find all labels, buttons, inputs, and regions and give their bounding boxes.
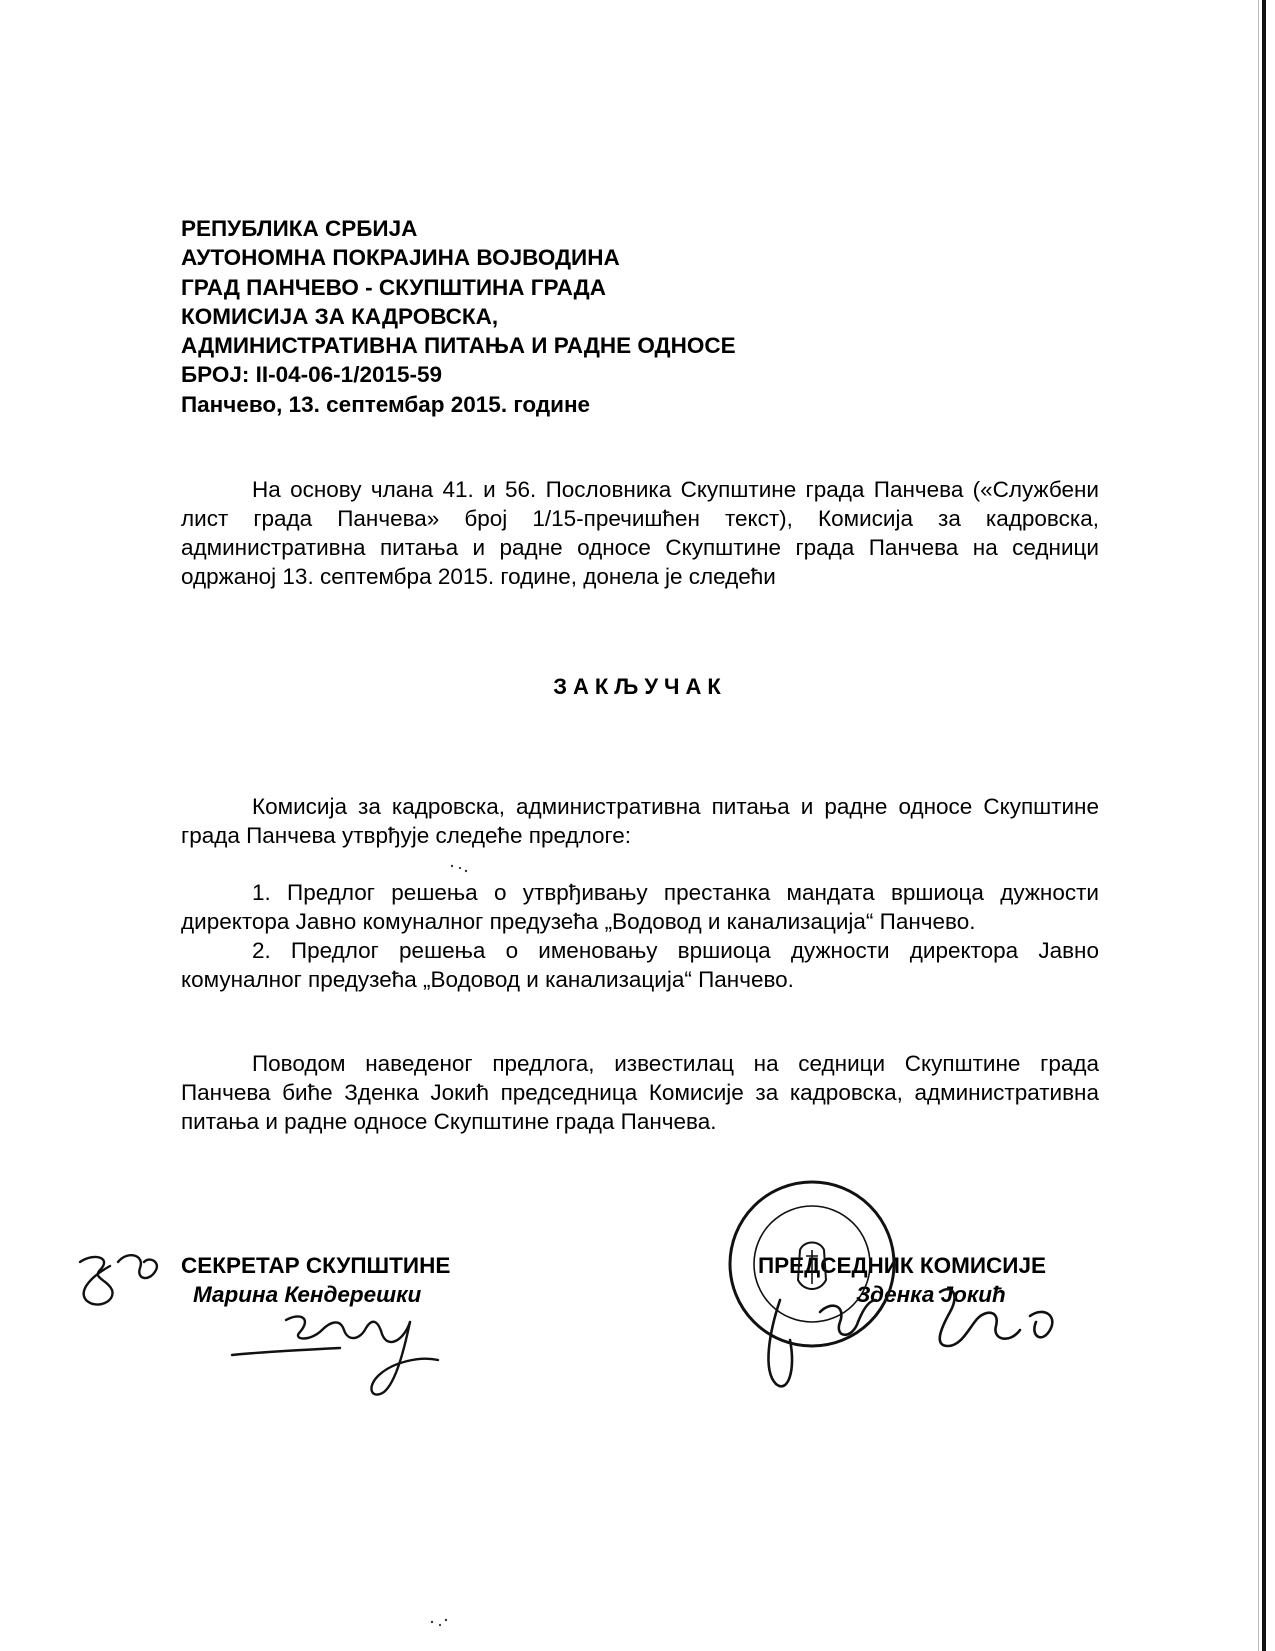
secretary-signature [232, 1316, 438, 1394]
header-line-republic: РЕПУБЛИКА СРБИЈА [181, 216, 418, 241]
closing-paragraph: Поводом наведеног предлога, известилац на седници Скупштине града Панчева биће Зденка Јокић председница Комисије за кадровска, административна питања и радне односе Скупштине града Панчева. [181, 1051, 1099, 1134]
scan-edge [1262, 0, 1266, 1651]
secretary-role: СЕКРЕТАР СКУПШТИНЕ [181, 1253, 451, 1278]
header-line-date: Панчево, 13. септембар 2015. године [181, 391, 591, 417]
scan-specks [431, 865, 467, 1626]
secretary-name: Марина Кендерешки [193, 1282, 422, 1307]
preamble-paragraph: На основу члана 41. и 56. Пословника Скупштине града Панчева («Службени лист града Панчева» број 1/15-пречишћен текст), Комисија за кадровска, административна питања и радне односе Скупштине града Панчева на седници одржаној 13. септембра 2015. године, донела је следећи [181, 477, 1099, 589]
header-line-province: АУТОНОМНА ПОКРАЈИНА ВОЈВОДИНА [181, 245, 620, 271]
list-item: 1. Предлог решења о утврђивању престанка мандата вршиоца дужности директора Јавно комуналног предузећа „Водовод и канализација“ Панчево. [181, 880, 1099, 934]
header-line-city-assembly: ГРАД ПАНЧЕВО - СКУПШТИНА ГРАДА [181, 274, 606, 300]
president-signature [768, 1289, 1052, 1386]
president-role: ПРЕДСЕДНИК КОМИСИЈЕ [758, 1253, 1046, 1278]
header-line-commission-cont: АДМИНИСТРАТИВНА ПИТАЊА И РАДНЕ ОДНОСЕ [181, 333, 736, 359]
scan-edge-line [1258, 0, 1259, 1651]
official-stamp [730, 1182, 894, 1346]
header-line-commission: КОМИСИЈА ЗА КАДРОВСКА, [181, 303, 499, 329]
handwritten-initials [80, 1255, 157, 1304]
intro-paragraph: Комисија за кадровска, административна питања и радне односе Скупштине града Панчева утврђује следеће предлоге: [181, 794, 1099, 848]
header-line-number: БРОЈ: II-04-06-1/2015-59 [181, 362, 443, 388]
list-item: 2. Предлог решења о именовању вршиоца дужности директора Јавно комуналног предузећа „Водовод и канализација“ Панчево. [181, 938, 1099, 992]
document-title: ЗАКЉУЧАК [553, 674, 727, 699]
president-name: Зденка Јокић [856, 1282, 1006, 1307]
